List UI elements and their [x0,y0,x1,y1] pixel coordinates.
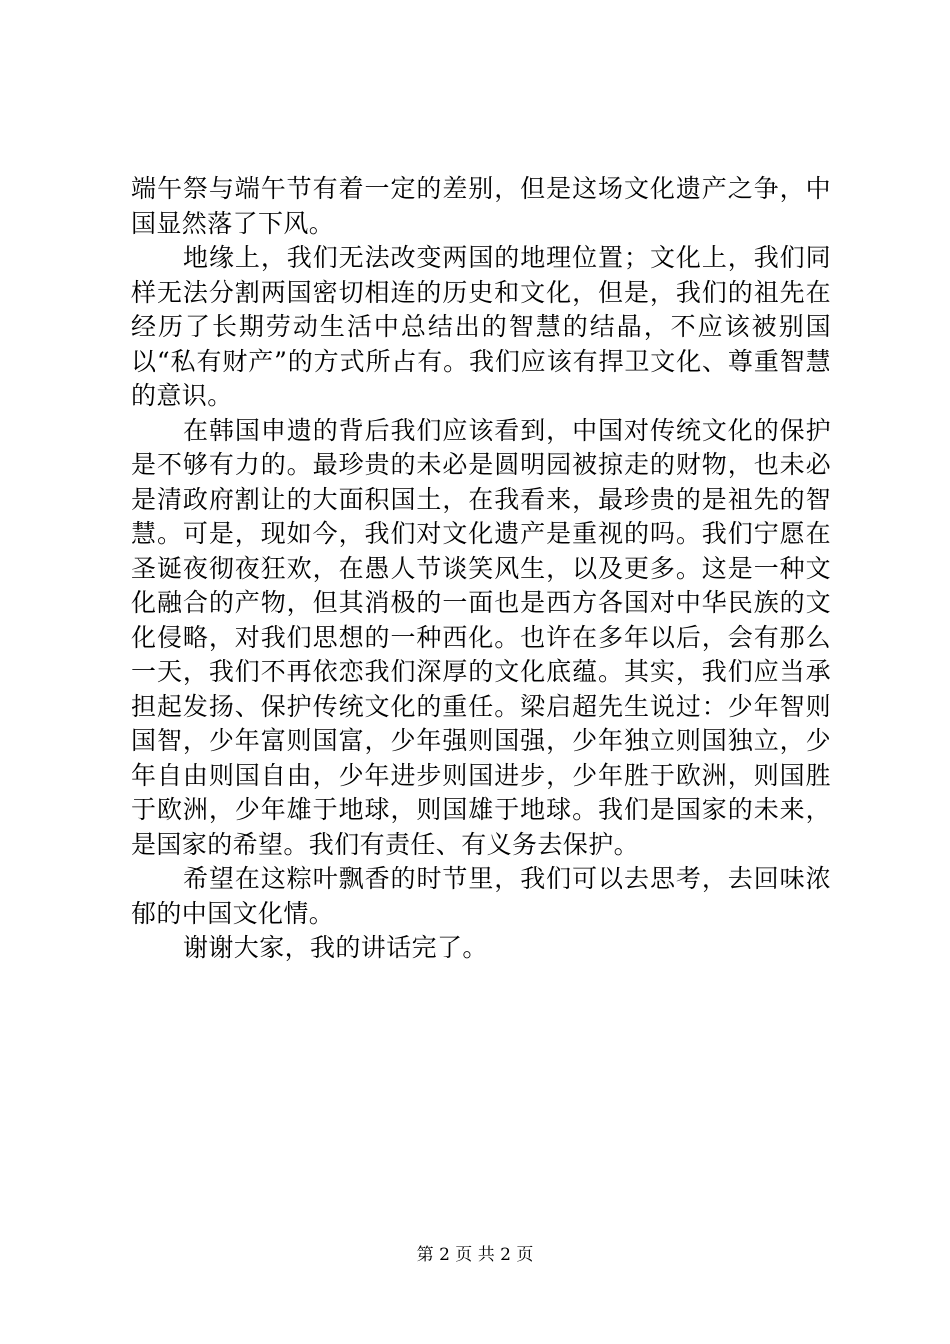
paragraph-2: 地缘上，我们无法改变两国的地理位置；文化上，我们同样无法分割两国密切相连的历史和文化，但是，我们的祖先在经历了长期劳动生活中总结出的智慧的结晶，不应该被别国以“私有财产”的方式所占有。我们应该有捍卫文化、尊重智慧的意识。 [131,243,831,410]
paragraph-3: 在韩国申遗的背后我们应该看到，中国对传统文化的保护是不够有力的。最珍贵的未必是圆明园被掠走的财物，也未必是清政府割让的大面积国土，在我看来，最珍贵的是祖先的智慧。可是，现如今，我们对文化遗产是重视的吗。我们宁愿在圣诞夜彻夜狂欢，在愚人节谈笑风生，以及更多。这是一种文化融合的产物，但其消极的一面也是西方各国对中华民族的文化侵略，对我们思想的一种西化。也许在多年以后，会有那么一天，我们不再依恋我们深厚的文化底蕴。其实，我们应当承担起发扬、保护传统文化的重任。梁启超先生说过：少年智则国智，少年富则国富，少年强则国强，少年独立则国独立，少年自由则国自由，少年进步则国进步，少年胜于欧洲，则国胜于欧洲，少年雄于地球，则国雄于地球。我们是国家的未来，是国家的希望。我们有责任、有义务去保护。 [131,415,831,859]
paragraph-4: 希望在这粽叶飘香的时节里，我们可以去思考，去回味浓郁的中国文化情。 [131,864,831,928]
paragraph-5: 谢谢大家，我的讲话完了。 [183,933,488,962]
page-number-footer: 第 2 页 共 2 页 [416,1245,534,1265]
document-body [131,172,831,966]
paragraph-1: 端午祭与端午节有着一定的差别，但是这场文化遗产之争，中国显然落了下风。 [131,174,831,238]
